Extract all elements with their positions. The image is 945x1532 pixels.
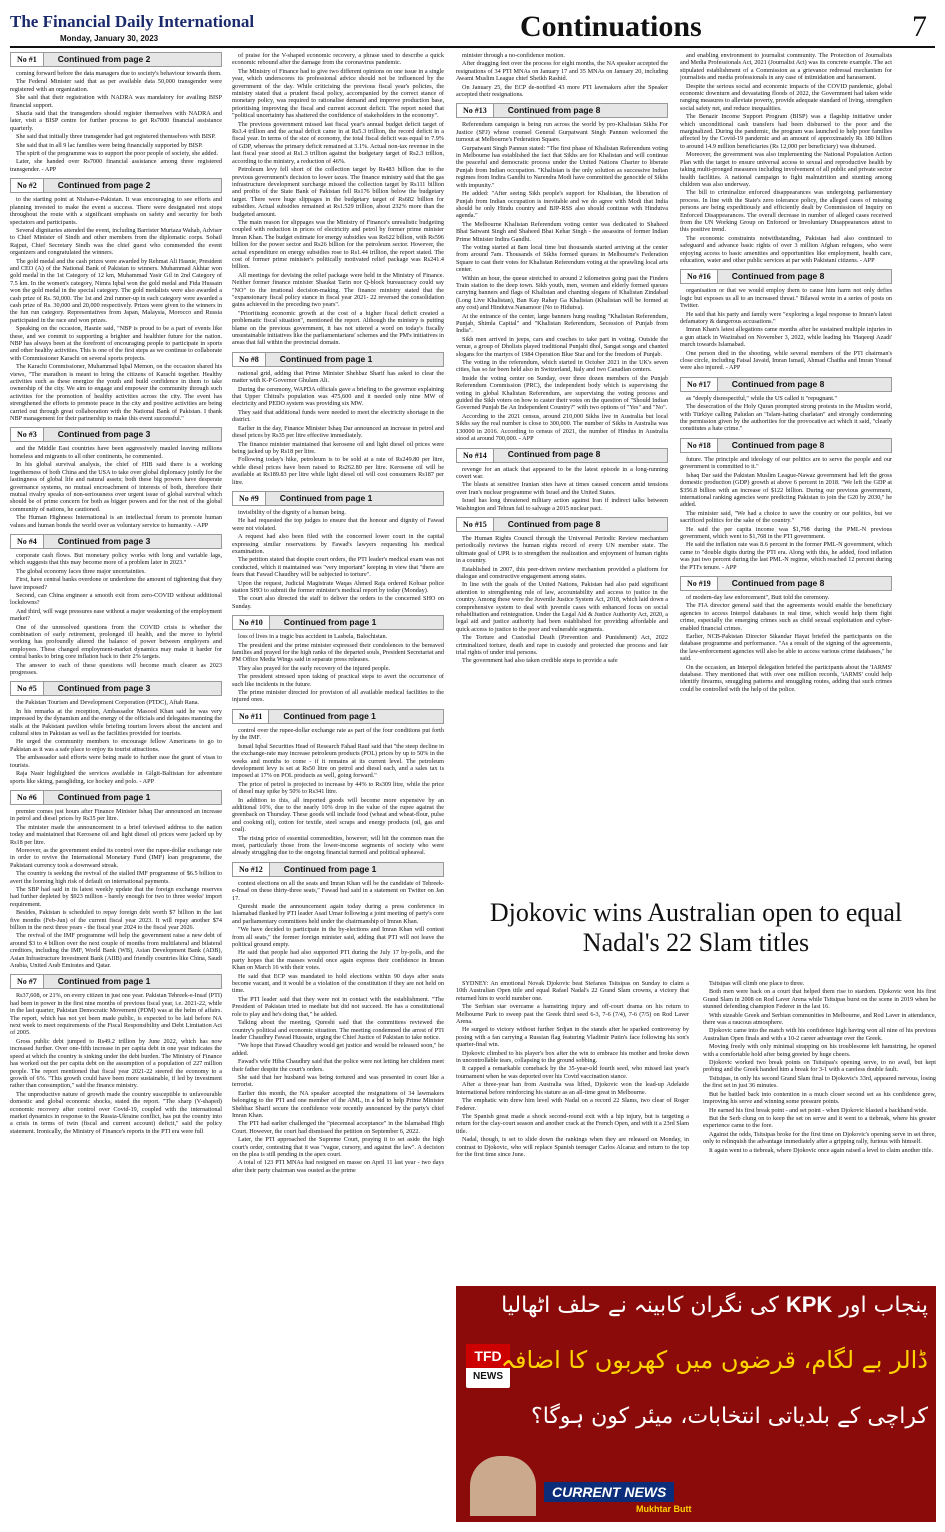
masthead	[10, 8, 935, 48]
paragraph: They said that additional funds were needed to meet the electricity shortage in the district.	[232, 408, 444, 424]
continuation-number: No #18	[681, 439, 718, 452]
paragraph: Gurpatwant Singh Pannun stated: "The first phase of Khalistan Referendum voting in Melbourne has established the fact that Sikhs are for Khalistan and will continue the peaceful and democratic process under the United Nations Charter to liberate Punjab from Indian occupation. "Khalistan is the only solution as successive Indian regimes from Indira Gandhi to Narendra Modi have committed the genocide of Sikhs with impunity."	[456, 144, 668, 189]
continuation-title: Continued from page 1	[283, 863, 377, 874]
continuation-title: Continued from page 1	[279, 492, 373, 503]
paragraph: Besides, Pakistan is scheduled to repay foreign debt worth $7 billion in the last five months (Feb-Jun) of the current fiscal year 2023. It will repay another $74 billion in the next three years - the fiscal year 2024 to the fiscal year 2026.	[10, 909, 222, 931]
paragraph: One person died in the shooting, while several members of the PTI chairman's close circle, including Faisal Javaid, Imran Ismail, Ahmad Chattha and Imran Yousaf were also injured. - APP	[680, 349, 892, 372]
paragraph: of praise for the V-shaped economic recovery, a phrase used to describe a quick economic rebound after the damage from the coronavirus pandemic.	[232, 52, 444, 67]
paragraph: Referendum campaign is being run across the world by pro-Khalistan Sikhs For Justice (SFJ) whose counsel General Gurpatwant Singh Pannun welcomed the turnout at Melbourne's Federation Square.	[456, 121, 668, 144]
continuation-header	[10, 790, 222, 805]
paragraph: The minister said, "We had a choice to save the country or our politics, but we sacrificed politics for the sake of the country."	[680, 509, 892, 525]
ad-headline-1-pre: پنجاب اور	[839, 1293, 928, 1318]
continuation-header	[10, 178, 222, 193]
continuation-title: Continued from page 3	[57, 683, 151, 694]
paragraph: The prime minister directed for provision of all available medical facilities to the injured ones.	[232, 689, 444, 704]
paragraph: as "deeply disrespectful," while the US called it "repugnant."	[686, 394, 837, 402]
continuation-number: No #6	[11, 791, 44, 804]
continuation-number: No #10	[233, 616, 270, 629]
paragraph: Djokovic climbed to his player's box after the win to embrace his mother and broke down in uncontrollable tears, collapsing to the ground sobbing.	[456, 1049, 689, 1065]
paragraph: He said the per capita income was $1,798 during the PML-N previous government, which went to $1,768 in the PTI government.	[680, 525, 892, 540]
continuation-title: Continued from page 1	[57, 976, 151, 987]
continuation-block	[232, 862, 444, 1174]
paragraph: corporate cash flows. But monetary policy works with long and variable lags, which suggests that this may become more of a problem later in 2023."	[10, 551, 222, 567]
paragraph: The SBP had said in its latest weekly update that the foreign exchange reserves had further depleted by $923 million - barely enough for two to three weeks' import requirement.	[10, 885, 222, 908]
continuation-block	[232, 615, 444, 704]
paragraph: He added: "After seeing Sikh people's support for Khalistan, the liberation of Punjab from Indian occupation is inevitable and we do agree with Modi that India should be only Hindu country and BJP-RSS also should continue with Hindutva agenda."	[456, 190, 668, 220]
paragraph: All meetings for devising the relief package were held in the Ministry of Finance. Neither former finance minister Shaukat Tarin nor Q-block bureaucracy could say "NO" to the irrational decision-making. The finance ministry stated that the "expansionary fiscal policy stance in fiscal year 2021- 22 reversed the consolidation gains achieved in the preceding two years".	[232, 271, 444, 309]
paragraph: In his global survival analysis, the chief of HIB said there is a working togetherness of both China and the USA to take over global diplomacy jointly for the lastingness of global life and natural assets; both these big powers have desperate governance systems, no mutual encroachment of interests of both, therefore their mutual rivalry speaks of non-seriousness over urgent issue of global survival which should be of prime concern for both as bigger powers and for the rest of the global community of nations, he cautioned.	[10, 461, 222, 513]
continuation-title: Continued from page 3	[57, 535, 151, 546]
paragraph: She said that in all 9 lac families were being financially supported by BISP.	[16, 141, 203, 149]
paragraph: On the occasion, an Interpol delegation briefed the participants about the 'IARMS' database. They mentioned that with over one million records, 'iARMS' could help identify firearms, smuggling patterns and smuggling routes, adding that such crimes could be controlled with the help of the police.	[680, 663, 892, 693]
paragraph: The unproductive nature of growth made the country susceptible to unfavourable domestic and global economic shocks, stated the report. "The sharp (V-shaped) economic recovery after control over Covid-19, coupled with the international market dynamics in response to the Russia-Ukraine conflict, has put the country into a crisis in terms of twin (fiscal and current account) deficit," said the policy statement. Ironically, the Ministry of Finance's reports in the PTI era were full	[10, 1090, 222, 1135]
paragraph: The previous government missed last fiscal year's annual budget deficit target of Rs3.4 trillion and the actual deficit came in at Rs5.3 trillion, the record deficit in a fiscal year. In terms of the size of economy, the total fiscal deficit was equal to 7.9% of GDP, whereas the primary deficit remained at 3.1%. Actual non-tax revenue in the last fiscal year stood at Rs1.3 trillion against the budgetary target of Rs2.3 trillion, according to the ministry, a reduction of 46%.	[232, 120, 444, 165]
paragraph: Despite the serious social and economic impacts of the COVID pandemic, global economic downturn and devastating floods of 2022, the Government had taken wide ranging measures to alleviate poverty, provide adequate standard of living, strengthen social safety net, and reduce inequalities.	[680, 82, 892, 112]
continuation-block	[10, 52, 222, 173]
paragraph: The country is seeking the revival of the stalled IMF programme of $6.5 billion to avert the looming high risk of default on international payments.	[10, 870, 222, 885]
continuation-number: No #17	[681, 378, 718, 391]
paragraph: Tsitsipas will climb one place to three.	[709, 980, 805, 987]
continuation-block	[456, 52, 668, 98]
paragraph: Following today's hike, petroleum is to be sold at a rate of Rs249.80 per litre, while diesel prices have been raised to Rs262.80 per litre. Kerosene oil will be available at Rs189.83 per litre while light diesel oil will cost consumers Rs187 per litre.	[232, 456, 444, 486]
continuation-header	[232, 862, 444, 877]
paragraph: Djokovic came into the match with his confidence high having won all nine of his previous Australian Open finals and with a 10-2 career advantage over the Greek.	[703, 1027, 936, 1042]
anchor-name: Mukhtar Butt	[636, 1504, 692, 1514]
paragraph: Second, can China engineer a smooth exit from zero-COVID without additional lockdowns?	[10, 591, 222, 607]
paragraph: He surged to victory without further Srdjan in the stands after he sparked controversy by posing with a fan carrying a Russian flag featuring Vladimir Putin's face following his son's quarter-final win.	[456, 1026, 689, 1049]
ad-headline-2: ڈالر بے لگام، قرضوں میں کھربوں کا اضافہ	[500, 1346, 928, 1374]
continuation-block	[456, 517, 668, 665]
continuation-block	[10, 790, 222, 970]
paragraph: The government had also taken credible steps to provide a safe	[462, 657, 618, 665]
paragraph: Earlier this month, the NA speaker accepted the resignations of 34 lawmakers belonging to the PTI and one member of the AML, in a bid to help Prime Minister Shehbaz Sharif secure the confidence vote recently announced by the party's chief Imran Khan.	[232, 1089, 444, 1119]
paragraph: future. The principle and ideology of our politics are to serve the people and our government is committed to it."	[680, 455, 892, 471]
paragraph: The voting started at 8am local time but thousands started arriving at the center from around 7am. Thousands of Sikhs formed queues in Melbourne's Federation Square to cast their votes for Khalistan Referendum voting at the sprawling local arts center.	[456, 243, 668, 274]
continuation-block	[232, 709, 444, 857]
paragraph: Upon the request, Judicial Magistrate Waqas Ahmed Raja ordered Kohsar police station SHO to submit the former minister's medical report by today (Monday).	[232, 579, 444, 594]
paragraph: The Human Rights Council through the Universal Periodic Review mechanism periodically reviews the human rights record of every UN member state. The ultimate goal of UPR is to strengthen the realization and enjoyment of human rights in a country.	[456, 534, 668, 565]
continuation-block	[680, 438, 892, 571]
continuation-number: No #11	[233, 710, 269, 723]
continuation-title: Continued from page 8	[731, 439, 825, 450]
paragraph: The president stressed upon taking of practical steps to avert the occurrence of such like incidents in the future.	[232, 673, 444, 688]
paragraph: of modern-day law enforcement", Butt told the ceremony.	[686, 593, 830, 601]
paper-name: The Financial Daily International	[10, 12, 255, 31]
paragraph: He said the inflation rate was 8.6 percent in the former PML-N government, which came to "double digits during the PTI era. Along with this, he added, food inflation was just two percent during the last PML-N regime, which reached 12 percent during the PTI's tenure. - APP	[680, 541, 892, 571]
logo-bottom: NEWS	[473, 1371, 503, 1382]
paragraph: The finance minister maintained that kerosene oil and light diesel oil prices were being jacked up by Rs18 per litre.	[232, 440, 444, 455]
continuation-block	[232, 352, 444, 486]
paragraph: and the Middle East countries have been aggressively mauled leaving millions homeless and migrants to all other continents, he commented.	[10, 445, 222, 460]
paragraph: revenge for an attack that appeared to be the latest episode in a long-running covert war.	[456, 465, 668, 480]
paragraph: One of the unresolved questions from the COVID crisis is whether the combination of early retirement, prolonged ill health, and the move to hybrid working has profoundly altered the balance of power between employers and employees. These changed employment-market dynamics may make it harder for central banks to bring core inflation back to their 2% targets.	[10, 623, 222, 661]
paragraph: Speaking on the occasion, Hasnie said, "NBP is proud to be a part of events like these, and we commit to supporting a brighter and healthier future for the nation. NBP has always been at the forefront of encouraging people to participate in sports and other healthy activities. This is one of the first steps as we continue to collaborate with Commissioner Karachi on several sports projects.	[10, 325, 222, 362]
continuation-number: No #9	[233, 492, 266, 505]
ad-headline-1-kpk: KPK	[785, 1292, 833, 1317]
paragraph: Sikh men arrived in jeeps, cars and coaches to take part in voting. Outside the venue, a group of Dholists played traditional Punjabi dhol, Sangat songs and chanted slogans for the martyrs of 1984 Operation Blue Star and for the freedom of Punjab.	[456, 335, 668, 358]
paragraph: The Ministry of Finance had to give two different opinions on one issue in a single year, which underscores its professional advice should not be influenced by the government of the day. While criticising the previous fiscal year's policies, the ministry stated that a prudent fiscal policy, accompanied by the correct stance of monetary policy, was required to rationalise demand and improve production base, prioritising improving the fiscal and current account deficit. The report noted that "political uncertainty has shattered the confidence of stakeholders in the economy".	[232, 67, 444, 120]
paragraph: The answer to each of these questions will become much clearer as 2023 progresses.	[10, 661, 222, 677]
continuation-title: Continued from page 3	[57, 429, 151, 440]
paragraph: Ishaq Dar said the Pakistan Muslim League-Nawaz government had left the gross domestic production (GDP) growth at above 6 percent in 2018. "We left the GDP at $356.8 billion with an increase of $122 billion. During our previous government, international ranking agencies were predicting Pakistan to join the G20 by 2030," he added.	[680, 471, 892, 509]
paragraph: The blasts at sensitive Iranian sites have at times caused concern amid tensions over Iran's nuclear programme with Israel and the United States.	[456, 481, 668, 496]
continuation-header	[10, 534, 222, 549]
paragraph: Moreover, the government was also implementing the National Population Action Plan with the target to ensure universal access to sexual and reproductive health by taking multi-pronged measures including involvement of all public and private sector health facilities. A national campaign to fight malnutrition and stunting among children was also underway.	[680, 151, 892, 188]
paragraph: "We have decided to participate in the by-elections and Imran Khan will contest from all seats," the former foreign minister said, adding that PTI will not leave the political ground empty.	[232, 926, 444, 949]
logo-top: TFD	[466, 1344, 510, 1368]
paragraph: The spirit of the programme was to support the poor people of society, she added.	[16, 150, 219, 158]
continuation-header	[10, 974, 222, 989]
continuation-number: No #15	[457, 518, 494, 531]
paragraph: to the starting point at Nishan-e-Pakistan. It was encouraging to see efforts and planning invested to make the event a success. There were designated rest stops throughout the route with a significant emphasis on safety and security for both spectators and participants.	[10, 196, 222, 226]
continuation-block	[10, 681, 222, 784]
paragraph: Tsitsipas, in only his second Grand Slam final to Djokovic's 33rd, appeared nervous, losing the first set in just 36 minutes.	[703, 1074, 936, 1090]
paragraph: The main reason for slippages was the Ministry of Finance's unrealistic budgeting coupled with reduction in prices of electricity and petrol by former prime minister Imran Khan. The budget estimate for energy subsidies was Rs622 billion, with Rs596 billion for the power sector and Rs26 billion for the petroleum sector. However, the actual expenditure on energy subsidies rose to Rs1.44 trillion, the report stated. The cost of former prime minister's politically motivated relief package was Rs241.4 billion.	[232, 218, 444, 271]
paragraph: The Karachi Commissioner, Muhammad Iqbal Memon, on the occasion shared his views, "The marathon is meant to bring the citizens of Karachi together. Healthy activities such as these energize the youth and build confidence in them to take ownership of the city. We aim to engage and empower the community through such activities for the promotion of healthy activities across the city. The event has strengthened the efforts to promote peace in the city and positive activities are being carried out through great collaboration with the National Bank of Pakistan. I thank NBP management for their partnership to make this event successful."	[10, 363, 222, 423]
continuation-header	[10, 681, 222, 696]
paragraph: He urged the community members to encourage fellow Americans to go to Pakistan as it was a safe place to enjoy its tourist attractions.	[10, 738, 222, 753]
continuation-title: Continued from page 8	[507, 105, 601, 116]
paragraph: The ambassador said efforts were being made to further ease the grant of visas to tourists.	[10, 754, 222, 769]
paragraph: Ismail Iqbal Securities Head of Research Fahad Rauf said that "the steep decline in the exchange-rate may increase petroleum products (POL) prices by up to 50% in the weeks and months to come - if it remains at its current level. The petroleum development levy is set at Rs50 litre on petrol and diesel each, and a sales tax is imposed at 17% on POL products as well, going forward."	[232, 742, 444, 780]
paragraph: The voting in the referendum, which started in October 2021 in the UK's seven cities, has so far been held also in Switzerland, Italy and two Canadian centers.	[456, 359, 668, 374]
paragraph: contest elections on all the seats and Imran Khan will be the candidate of Tehreek-e-Insaf on these thirty-three seats," Fawad had said in a statement on Twitter on Jan 17.	[232, 879, 444, 902]
paragraph: Djokovic worked two break points on Tsitsipas's opening serve, to no avail, but kept probing and the Greek handed him a break for 3-1 with a careless double fault.	[703, 1059, 936, 1074]
continuation-block	[680, 52, 892, 264]
continuation-number: No #1	[11, 53, 44, 66]
paragraph: It capped a remarkable comeback by the 35-year-old fourth seed, who missed last year's tournament when he was deported over his Covid vaccination stance.	[456, 1065, 689, 1080]
paragraph: They also prayed for the early recovery of the injured people.	[238, 664, 391, 672]
paragraph: At the entrance of the center, large banners hung reading "Khalistan Referendum, Punjab, Shimla Capital" and "Khalistan Referendum, Secession of Punjab from India".	[456, 312, 668, 335]
ad-headline-1-post: کی نگران کابینہ نے حلف اٹھالیا	[501, 1293, 779, 1318]
paragraph: She said that her husband was being tortured and was presented in court like a terrorist.	[232, 1073, 444, 1089]
paragraph: The economic constraints notwithstanding, Pakistan had also continued to safeguard and advance basic rights of over 3 million Afghan refugees, who were enjoying access to basic amenities and opportunities like employment, health care, education, water and other public services at par with Pakistani citizens. - APP	[680, 234, 892, 264]
continuation-title: Continued from page 8	[507, 449, 601, 460]
paragraph: The FIA director general said that the agreements would enable the beneficiary agencies to access Interpol databases in real time, which would help them fight crime, especially the emerging crimes such as child sexual exploitation and cyber-enabled financial crimes.	[680, 602, 892, 632]
paragraph: But he battled back into contention in a much closer second set as his confidence grew, improving his serve and winning some pressure points.	[703, 1090, 936, 1106]
continuation-block	[232, 491, 444, 610]
column-1	[10, 52, 222, 1522]
continuation-header	[456, 517, 668, 532]
continuation-number: No #4	[11, 535, 44, 548]
paragraph: He had requested the top judges to ensure that the honour and dignity of Fawad were not violated.	[232, 517, 444, 532]
column-2	[232, 52, 444, 1522]
paragraph: loss of lives in a tragic bus accident in Lasbela, Balochistan.	[238, 633, 388, 641]
paragraph: The gold medal and the cash prizes were awarded by Rehmat Ali Hasnie, President and CEO (A) of the National Bank of Pakistan to winners. Muhammad Akhtar won gold medal in the 1st Category of 12 km, Muhammad Yasir Gil in 2nd Category of 7.5 km. In the women's category, Nimra Iqbal won the gold medal and Fida Hussain won the gold medal in the special category. The gold medalists were also awarded a cash prize of Rs. 50,000. The 1st and 2nd runner-up in each category were awarded a cash prize of Rs. 30,000 and 20,000 respectively. Prizes were given to the winners in the fun run category. Representatives from Japan, Malaysia, Morocco and Russia participated in the race and won prizes.	[10, 257, 222, 324]
continuation-number: No #12	[233, 863, 270, 876]
continuation-header	[232, 709, 444, 724]
paragraph: In addition to this, all imported goods will become more expensive by an additional 10%, due to the nearly 10% drop in the value of the rupee against the greenback on Thursday. These goods will include food (wheat and wheat-flour, pulse and cooking oil), cotton for textile, steel scraps and energy products (oil, gas and coal).	[232, 796, 444, 834]
paragraph: The emphatic win drew him level with Nadal on a record 22 Slams, two clear of Roger Federer.	[456, 1097, 689, 1112]
news-advertisement	[456, 1286, 936, 1522]
continuation-title: Continued from page 1	[283, 617, 377, 628]
continuation-block	[232, 52, 444, 347]
continuation-block	[10, 534, 222, 677]
paragraph: He said that ECP was mandated to hold elections within 90 days after seats become vacant, and it would be a violation of the constitution if they are not held on time.	[232, 972, 444, 995]
paragraph: The Benazir Income Support Program (BISP) was a flagship initiative under which unconditional cash transfers had been disbursed to the poor and the marginalized. During the pandemic, the program was launched to help poor families affected by the Covid-19 pandemic and an amount of approximately Rs 180 billion to around 14.9 million beneficiaries (Rs 12,000 per beneficiary) was disbursed.	[680, 113, 892, 150]
paragraph: The Human Highness International is an intellectual forum to promote human values and human bonds the world over as voluntary service to humanity. - APP	[10, 514, 222, 529]
paragraph: But the Serb clung on to keep the set on serve and it went to a tiebreak, where his greater experience came to the fore.	[703, 1114, 936, 1130]
paragraph: and enabling environment to journalist community. The Protection of Journalists and Media Professionals Act, 2021 (Journalist Act) was its concrete example. The act stipulated establishment of a Commission as a grievance redressal mechanism for journalists and media professionals in any case of intimidation and harassment.	[680, 52, 892, 82]
paragraph: coming forward before the data managers due to society's behaviour towards them.	[16, 70, 222, 77]
continuation-header	[680, 438, 892, 453]
paragraph: It again went to a tiebreak, where Djokovic once again raised a level to claim another title.	[709, 1146, 934, 1154]
continuation-title: Continued from page 2	[57, 53, 151, 64]
paragraph: A total of 123 PTI MNAs had resigned en masse on April 11 last year - two days after their party chairman was ousted as the prime	[232, 1159, 444, 1174]
paragraph: Earlier in the day, Finance Minister Ishaq Dar announced an increase in petrol and diesel prices by Rs35 per litre effective immediately.	[232, 424, 444, 440]
anchor-photo	[470, 1456, 536, 1516]
paragraph: First, have central banks overdone or underdone the amount of tightening that they have imposed?	[10, 576, 222, 591]
paragraph: The revival of the IMF programme will help the government raise a new debt of around $3 to 4 billion over the next couple of months from multilateral and bilateral creditors, including the IMF, World Bank (WB), Asian Development Bank (ADB), Asian Infrastructure Investment Bank (AIIB) and friendly countries like China, Saudi Arabia, United Arab Emirates and Qatar.	[10, 932, 222, 970]
paragraph: The president and the prime minister expressed their condolences to the bereaved families and prayed for the high ranks of the departed souls, President Secretariat and PM Office Media Wings said in separate press releases.	[232, 641, 444, 664]
continuation-title: Continued from page 8	[731, 271, 825, 282]
continuation-title: Continued from page 8	[731, 378, 825, 389]
paragraph: After a three-year ban from Australia was lifted, Djokovic won the lead-up Adelaide International before reinforcing his stature as an all-time great in Melbourne.	[456, 1081, 689, 1096]
continuation-number: No #7	[11, 975, 44, 988]
continuation-number: No #5	[11, 682, 44, 695]
ad-headline-1	[501, 1292, 928, 1318]
continuation-header	[232, 491, 444, 506]
paragraph: The price of petrol is projected to increase by 44% to Rs309 litre, while the price of diesel may spike by 50% to Rs341 litre.	[232, 780, 444, 796]
continuation-block	[680, 576, 892, 693]
paragraph: Fawad's wife Hiba Chaudhry said that the police were not letting her children meet their father despite the court's orders.	[232, 1058, 444, 1073]
continuation-title: Continued from page 1	[279, 353, 373, 364]
continuation-block	[10, 427, 222, 528]
paragraph: The bill to criminalize enforced disappearances was undergoing parliamentary process. In line with the State's zero tolerance policy, the alleged cases of missing persons are being expeditiously and efficiently dealt by Commission of Inquiry on Enforced Disappearances. The overall decrease in number of alleged cases received from the UN Working Group on Enforced or Involuntary Disappearances attest to this positive trend.	[680, 189, 892, 234]
continuation-number: No #16	[681, 270, 718, 283]
continuation-number: No #14	[457, 449, 494, 462]
paragraph: She said that initially three transgender had got registered themselves with BISP.	[16, 133, 216, 141]
paragraph: Rs37,608, or 21%, on every citizen in just one year. Pakistan Tehreek-e-Insaf (PTI) had been in power in the first nine months of previous fiscal year, i.e. 2021-22, while in the last quarter, Pakistan Democratic Movement (PDM) was at the helm of affairs. The report, which has not yet been made public, is expected to be laid before NA next week to meet requirements of the Fiscal Responsibility and Debt Limitation Act of 2005.	[10, 992, 222, 1037]
paragraph: The Melbourne Khalistan Referendum voting center was dedicated to Shaheed Bhai Satwant Singh and Shaheed Bhai Kehar Singh - the assassins of former Indian Prime Minister Indira Gandhi.	[456, 220, 668, 243]
paragraph: The rising price of essential commodities, however, will hit the common man the most, particularly those from the lower-income segments of society who were already struggling due to the ongoing financial turmoil and political upheaval.	[232, 834, 444, 857]
continuation-block	[456, 448, 668, 512]
paragraph: Talking about the meeting, Qureshi said that the committees reviewed the country's political and economic situation. The meeting condemned the arrest of PTI leader Chaudhry Fawad Hussain, urging the Chief Justice of Pakistan to take notice.	[232, 1019, 444, 1041]
paragraph: Both men were back on a court that helped them rise to stardom. Djokovic won his first Grand Slam in 2008 on Rod Laver Arena while Tsitsipas burst on the scene in 2019 when he stunned defending champion Federer in the last 16.	[703, 988, 936, 1011]
paragraph: "Prioritising economic growth at the cost of a higher fiscal deficit created a problematic fiscal situation", mentioned the report. Although the ministry is putting blame on the previous government, it has not uttered a word on today's fiscally unsustainable initiatives like the parliamentarians' schemes and the PM's initiatives in areas that fall within the provincial domain.	[232, 309, 444, 347]
paragraph: The global economy faces three major uncertainties.	[16, 567, 146, 575]
continuation-number: No #2	[11, 179, 44, 192]
paragraph: Earlier, NCB-Pakistan Director Sikandar Hayat briefed the participants on the database programme and performance. "As a result of the signing of the agreements, the law-enforcement agencies will also be able to access various crime databases," he said.	[680, 633, 892, 663]
paragraph: The court also directed the staff to deliver the orders to the concerned SHO on Sunday.	[232, 595, 444, 610]
continuation-header	[232, 352, 444, 367]
continuation-title: Continued from page 8	[731, 577, 825, 588]
paragraph: He said that people had also supported PTI during the July 17 by-polls, and the party hopes that the masses would once again express their confidence in Imran Khan on March 16 with their votes.	[232, 949, 444, 972]
paragraph: Inside the voting center on Sunday, over three dozen members of the Punjab Referendum Commission (PRC), the independent body which is supervising the voting in global Khalistan Referendum, are supervising the voting process and guided the Sikh voters on how to caster their votes on the question of "Should Indian Governed Punjab Be An Independent Country?" with two options of "Yes" and "No".	[456, 374, 668, 412]
paragraph: A request had also been filed with the concerned lower court in the capital expressing similar reservations by Fawad's lawyers requesting his medical examination.	[232, 533, 444, 555]
continuation-header	[10, 52, 222, 67]
current-news-brand: CURRENT NEWS	[544, 1482, 674, 1502]
paragraph: Several dignitaries attended the event, including Barrister Murtaza Wahab, Adviser to Chief Minister of Sindh and other members from the diplomatic corps. Sohail Rajput, Chief Secretary Sindh was the chief guest who commended the event organizers and congratulated the winners.	[10, 226, 222, 257]
continuation-block	[680, 377, 892, 433]
page-number: 7	[912, 10, 927, 43]
paragraph: He earned his first break point - and set point - when Djokovic blasted a backhand wide.	[709, 1106, 928, 1114]
continuation-title: Continued from page 2	[57, 180, 151, 191]
continuation-block	[680, 269, 892, 371]
paragraph: The Serbian star overcame a hamstring injury and off-court drama on his return to Melbourne Park to sweep past the Greek third seed 6-3, 7-6 (7/4), 7-6 (7/5) on Rod Laver Arena.	[456, 1003, 689, 1026]
continuation-block	[10, 178, 222, 422]
paragraph: Later, the PTI approached the Supreme Court, praying it to set aside the high court's order, contesting that it was "vague, cursory, and against the law". A decision on the plea is still pending in the apex court.	[232, 1136, 444, 1158]
issue-date: Monday, January 30, 2023	[60, 34, 159, 43]
continuation-number: No #19	[681, 577, 718, 590]
continuation-header	[232, 615, 444, 630]
paragraph: After dragging feet over the process for eight months, the NA speaker accepted the resignations of 34 PTI MNAs on January 17 and 35 MNAs on January 20, including Awami Muslim League chief Sheikh Rashid.	[456, 60, 668, 83]
section-title: Continuations	[520, 10, 702, 43]
paragraph: The minister made the announcement in a brief televised address to the nation today and maintained that Kerosene oil and light diesel oil prices were jacked up by Rs18 per litre.	[10, 823, 222, 846]
paragraph: According to the 2021 census, around 210,000 Sikhs live in Australia but local Sikhs say the real number is close to 300,000. The number of Sikhs in Australia was 130000 in 2016. According to census of 2021, the number of Hindus in Australia stood at around 700,000. - APP	[456, 412, 668, 443]
paragraph: With sizeable Greek and Serbian communities in Melbourne, and Rod Laver in attendance, there was a raucous atmosphere.	[703, 1011, 936, 1027]
continuation-header	[680, 377, 892, 392]
paragraph: control over the rupee-dollar exchange rate as part of the four conditions put forth by the IMF.	[232, 726, 444, 742]
paragraph: She said that their registration with NADRA was mandatory for availing BISP financial support.	[10, 94, 222, 109]
paragraph: "We hope that Fawad Chaudhry would get justice and would be released soon," he added.	[232, 1042, 444, 1057]
paragraph: premier comes just hours after Finance Minister Ishaq Dar announced an increase in petrol and diesel prices by Rs35 per litre.	[10, 807, 222, 823]
paragraph: On January 25, the ECP de-notified 43 more PTI lawmakers after the Speaker accepted their resignations.	[456, 83, 668, 99]
continuation-header	[456, 103, 668, 118]
continuation-number: No #3	[11, 428, 44, 441]
paragraph: The Torture and Custodial Death (Prevention and Punishment) Act, 2022 criminalized torture, death and rape in custody and protected due process and fair trial rights of under trial persons.	[456, 634, 668, 657]
ad-headline-3: کراچی کے بلدیاتی انتخابات، میئر کون ہوگا؟	[531, 1404, 928, 1429]
column-4	[680, 52, 892, 884]
continuation-block	[456, 103, 668, 442]
paragraph: Raja Nasir highlighted the services available in Gilgit-Baltistan for adventure sports like skiing, paragliding, ice hockey and polo. - APP	[10, 770, 222, 785]
paragraph: The Federal Minister said that as per available data 50,000 transgender were registered with an organization.	[10, 78, 222, 93]
paragraph: Established in 2007, this peer-driven review mechanism provided a platform for dialogue and constructive engagement among states.	[456, 565, 668, 580]
feature-headline: Djokovic wins Australian open to equal Nadal's 22 Slam titles	[489, 898, 903, 957]
continuation-title: Continued from page 1	[57, 791, 151, 802]
continuation-header	[456, 448, 668, 463]
paragraph: The desecration of the Holy Quran prompted strong protests in the Muslim world, with Türkiye calling Paludan an "Islam-hating charlatan" and strongly condemning the permission given by the authorities for the provocative act which it said, "clearly constitutes a hate crime."	[680, 403, 892, 433]
paragraph: national grid, adding that Prime Minister Shehbaz Sharif has asked to clear the matter with K-P Governor Ghulam Ali.	[232, 369, 444, 385]
feature-article	[456, 980, 936, 1280]
paragraph: The petition stated that despite court orders, the PTI leader's medical exam was not conducted, which it maintained was "very important" keeping in view that "there are fears that Fawad Chaudhry will be subjected to torture".	[232, 556, 444, 579]
paragraph: He said that his party and family were "exploring a legal response to Imran's latest defamatory & dangerous accusations."	[680, 310, 892, 325]
paragraph: In line with the goals of the United Nations, Pakistan had also paid significant attention to strengthening rule of law, accountability and access to justice in the country. Among these were the Juvenile Justice System Act, 2018, which laid down a comprehensive system to deal with juvenile cases with enhanced focus on social rehabilitation and reintegration. Under the Legal Aid & Justice Authority Act, 2020, a legal aid and justice authority had been established for providing affordable and quick access to justice to the poor and vulnerable segments.	[456, 581, 668, 633]
paragraph: The PTI leader said that they were not in contact with the establishment. "The President of Pakistan tried to mediate but did not succeed. He has a constitutional role to play and he's doing that," he added.	[232, 995, 444, 1018]
paragraph: Qureshi made the announcement again today during a press conference in Islamabad flanked by PTI leader Asad Umar following a joint meeting of party's core and parliamentary committees held under the chairmanship of Imran Khan.	[232, 903, 444, 925]
paragraph: invisibility of the dignity of a human being.	[238, 508, 346, 516]
continuation-block	[10, 974, 222, 1135]
paragraph: Within an hour, the queue stretched to around 2 kilometres going past the Finders Train station to the deep town. Sikh youth, men, women and elderly formed queues carrying banners and flags of Khalistan and chanting slogans of Khalistan Zindabad (Long Live Khalistan), Ban Kay Rahay Ga Khalistan (Khalistan will be formed at any cost) and Hindutva Nanamoor (No to Hidutva).	[456, 274, 668, 312]
continuation-header	[680, 269, 892, 284]
paragraph: Shazia said that the transgenders should register themselves with NADRA and later, visit a BISP centre for further process to get Rs7000 financial assistance quarterly.	[10, 110, 222, 132]
paragraph: organisation or that we would employ them to cause him harm not only defies logic but exposes us all to an increased threat." Bilawal wrote in a series of posts on Twitter.	[680, 287, 892, 310]
paragraph: Imran Khan's latest allegations came months after he sustained multiple injuries in a gun attack in Wazirabad on November 3, 2022, while leading his 'Haqeeqi Azadi' march towards Islamabad.	[680, 326, 892, 349]
paragraph: Gross public debt jumped to Rs49.2 trillion by June 2022, which has now increased further. Over one-fifth increase in per capita debt in one year indicates the speed at which the country is sinking under the debt burden. The Ministry of Finance has worked out the per capita debt on the assumption of a population of 227 million people. The report mentioned that fiscal year 2021-22 steered the economy to a growth of 6%. "This growth could have been more sustainable, if led by investment rather than consumption," said the finance ministry.	[10, 1037, 222, 1090]
paragraph: Nadal, though, is set to slide down the rankings when they are released on Monday, in contrast to Djokovic, who will replace Spanish teenager Carlos Alcaraz and return to the top for the first time since June.	[456, 1136, 689, 1158]
continuation-header	[680, 576, 892, 591]
paragraph: In his remarks at the reception, Ambassador Masood Khan said he was very impressed by the dynamism and the energy of the officials and delegates manning the stalls at the Pakistani pavilion while briefing tourism lovers about the ancient and cultural sites in Pakistan as well as the facilities provided for tourists.	[10, 707, 222, 738]
continuation-header	[10, 427, 222, 442]
paragraph: The Spanish great made a shock second-round exit with a hip injury, but is targeting a return for the clay-court season and another crack at the French Open, and with it a 23rd Slam title.	[456, 1112, 689, 1135]
paragraph: Against the odds, Tsitsipas broke for the first time on Djokovic's opening serve in set three, only to relinquish the advantage immediately after a gripping rally, furious with himself.	[703, 1130, 936, 1146]
column-3	[456, 52, 668, 884]
continuation-number: No #13	[457, 104, 494, 117]
paragraph: During the ceremony, WAPDA officials gave a briefing to the governor explaining that Upper Chitral's population was 475,600 and it needed only nine MW of electricity and PEDO system was providing six MW.	[232, 385, 444, 408]
paragraph: Petroleum levy fell short of the collection target by Rs483 billion due to the previous government's decision to lower taxes. The finance ministry said that the gas infrastructure development surcharge missed the collection target by Rs111 billion and profits of the State Bank of Pakistan fell Rs176 billion below the budgetary target. There were huge slippages in the budgetary target of Rs682 billion for subsidies. Actual subsidies remained at Rs1.529 trillion, about 232% more than the budgeted amount.	[232, 166, 444, 218]
paragraph: Israel has long threatened military action against Iran if indirect talks between Washington and Tehran fail to salvage a 2015 nuclear pact.	[456, 497, 668, 512]
paragraph: Moreover, as the government ended its control over the rupee-dollar exchange rate in order to revive the International Monetary Fund (IMF) loan programme, the Pakistani currency took a downward streak.	[10, 846, 222, 869]
paragraph: minister through a no-confidence motion.	[462, 52, 565, 59]
continuation-title: Continued from page 1	[283, 710, 376, 721]
paragraph: Moving freely with only minimal strapping on his troublesome left hamstring, he opened with a comfortable hold after being greeted by huge cheers.	[703, 1043, 936, 1058]
paragraph: SYDNEY: An emotional Novak Djokovic beat Stefanos Tsitsipas on Sunday to claim a 10th Australian Open title and equal Rafael Nadal's 22 Grand Slam crowns, a victory that returned him to world number one.	[456, 980, 689, 1002]
paragraph: And third, will wage pressures ease without a major weakening of the employment market?	[10, 607, 222, 623]
paragraph: Later, she handed over Rs7000 financial assistance among three registered transgender. - APP	[10, 158, 222, 173]
continuation-number: No #8	[233, 353, 266, 366]
paragraph: the Pakistan Tourism and Development Corporation (PTDC), Aftab Rana.	[16, 699, 199, 707]
paragraph: The PTI had earlier challenged the "piecemeal acceptance" in the Islamabad High Court. However, the court had dismissed the petition on September 6, 2022.	[232, 1120, 444, 1135]
continuation-title: Continued from page 8	[507, 518, 601, 529]
